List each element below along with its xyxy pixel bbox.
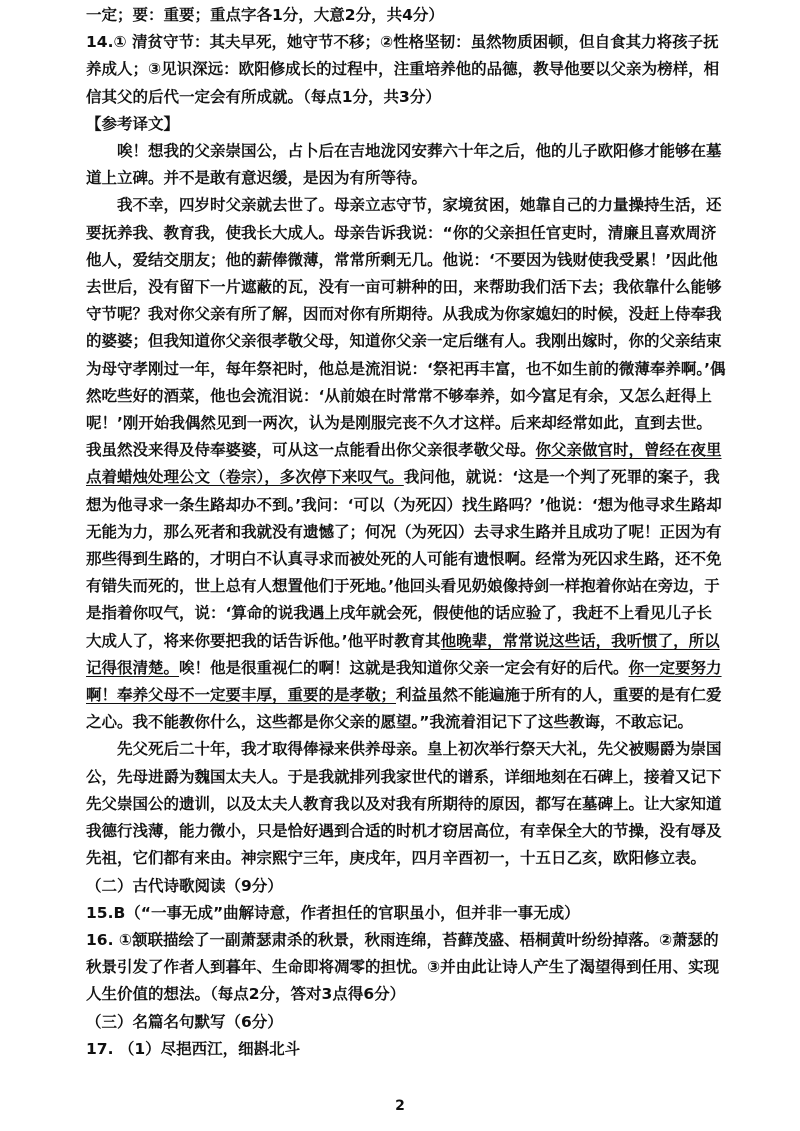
paragraph-2-text-b: 我问他，就说：‘这是一个判了死罪的案子，我想为他寻求一条生路却办不到。’我问：‘可以（为死囚）找生路吗？’他说：‘想为他寻求生路却无能为力，那么死者和我就没有遗憾了；何况（为死囚）去寻求生路并且成功了呢！正因为有那些得到生路的，才明白不认真寻求而被处死的人可能有遗恨啊。经常为死囚求生路，还不免有错失而死的，世上总有人想置他们于死地。’他回头看见奶娘像持剑一样抱着你站在旁边，于是指着你叹气，说：‘算命的说我遇上戌年就会死，假使他的话应验了，我赶不上看见儿子长大成人了，将来你要把我的话告诉他。’他平时教育其 (86, 468, 722, 650)
answer-16: 16. ①颔联描绘了一副萧瑟肃杀的秋景，秋雨连绵，苔藓茂盛、梧桐黄叶纷纷掉落。②萧瑟的秋景引发了作者人到暮年、生命即将凋零的担忧。③并由此让诗人产生了渴望得到任用、实现人生价值的想法。（每点2分，答对3点得6分） (86, 930, 720, 1004)
section-2-heading: （二）古代诗歌阅读（9分） (86, 876, 283, 895)
paragraph-2-text-d: 利益虽然不能遍施于所有的人，重要的是有仁爱之心。我不能教你什么，这些都是你父亲的愿望。”我流着泪记下了这些教诲，不敢忘记。 (86, 686, 722, 732)
answer-line-13-tail: 一定；要：重要；重点字各1分，大意2分，共4分） (86, 6, 444, 24)
underlined-sentence-2: 他晚辈，常常说这些话，我听惯了，所以记得很清楚。 (86, 631, 720, 677)
translation-paragraph-2 (86, 192, 726, 736)
translation-paragraph-3: 先父死后二十年，我才取得俸禄来供养母亲。皇上初次举行祭天大礼，先父被赐爵为崇国公，先母进爵为魏国太夫人。于是我就排列我家世代的谱系，详细地刻在石碑上，接着又记下先父崇国公的遗训，以及太夫人教育我以及对我有所期待的原因，都写在墓碑上。让大家知道我德行浅薄，能力微小，只是恰好遇到合适的时机才窃居高位，有幸保全大的节操，没有辱及先祖，它们都有来由。神宗熙宁三年，庚戌年，四月辛酉初一，十五日乙亥，欧阳修立表。 (86, 740, 722, 868)
underlined-sentence-3: 你一定要努力啊！奉养父母不一定要丰厚，重要的是孝敬； (86, 658, 722, 705)
answer-14: 14.① 清贫守节：其夫早死，她守节不移；②性格坚韧：虽然物质困顿，但自食其力将孩子抚养成人；③见识深远：欧阳修成长的过程中，注重培养他的品德，教导他要以父亲为榜样，相信其父的后代一定会有所成就。（每点1分，共3分） (86, 33, 720, 106)
answer-15: 15.B（“一事无成”曲解诗意，作者担任的官职虽小，但并非一事无成） (86, 903, 580, 922)
reference-translation-heading: 【参考译文】 (86, 114, 180, 133)
underlined-sentence-1: 你父亲做官时，曾经在夜里点着蜡烛处理公文（卷宗），多次停下来叹气。 (86, 441, 722, 487)
paragraph-2-text-a: 我不幸，四岁时父亲就去世了。母亲立志守节，家境贫困，她靠自己的力量操持生活，还要抚养我、教育我，使我长大成人。母亲告诉我说：“你的父亲担任官吏时，清廉且喜欢周济他人，爱结交朋友；他的薪俸微薄，常常所剩无几。他说：‘不要因为钱财使我受累！’因此他去世后，没有留下一片遮蔽的瓦，没有一亩可耕种的田，来帮助我们活下去；我依靠什么能够守节呢？我对你父亲有所了解，因而对你有所期待。从我成为你家媳妇的时候，没赶上侍奉我的婆婆；但我知道你父亲很孝敬父母，知道你父亲一定后继有人。我刚出嫁时，你的父亲结束为母守孝刚过一年，每年祭祀时，他总是流泪说：‘祭祀再丰富，也不如生前的微薄奉养啊。’偶然吃些好的酒菜，他也会流泪说：‘从前娘在时常常不够奉养，如今富足有余，又怎么赶得上呢！’刚开始我偶然见到一两次，认为是刚服完丧不久才这样。后来却经常如此，直到去世。我虽然没来得及侍奉婆婆，可从这一点能看出你父亲很孝敬父母。 (86, 196, 726, 460)
answer-17: 17. （1）尽挹西江，细斟北斗 (86, 1039, 301, 1058)
section-3-heading: （三）名篇名句默写（6分） (86, 1012, 283, 1031)
translation-paragraph-1: 唉！想我的父亲崇国公，占卜后在吉地泷冈安葬六十年之后，他的儿子欧阳修才能够在墓道上立碑。并不是敢有意迟缓，是因为有所等待。 (86, 142, 722, 188)
page-number: 2 (395, 1098, 405, 1114)
document-body (86, 2, 726, 1063)
paragraph-2-text-c: 唉！他是很重视仁的啊！这就是我知道你父亲一定会有好的后代。 (179, 658, 629, 677)
